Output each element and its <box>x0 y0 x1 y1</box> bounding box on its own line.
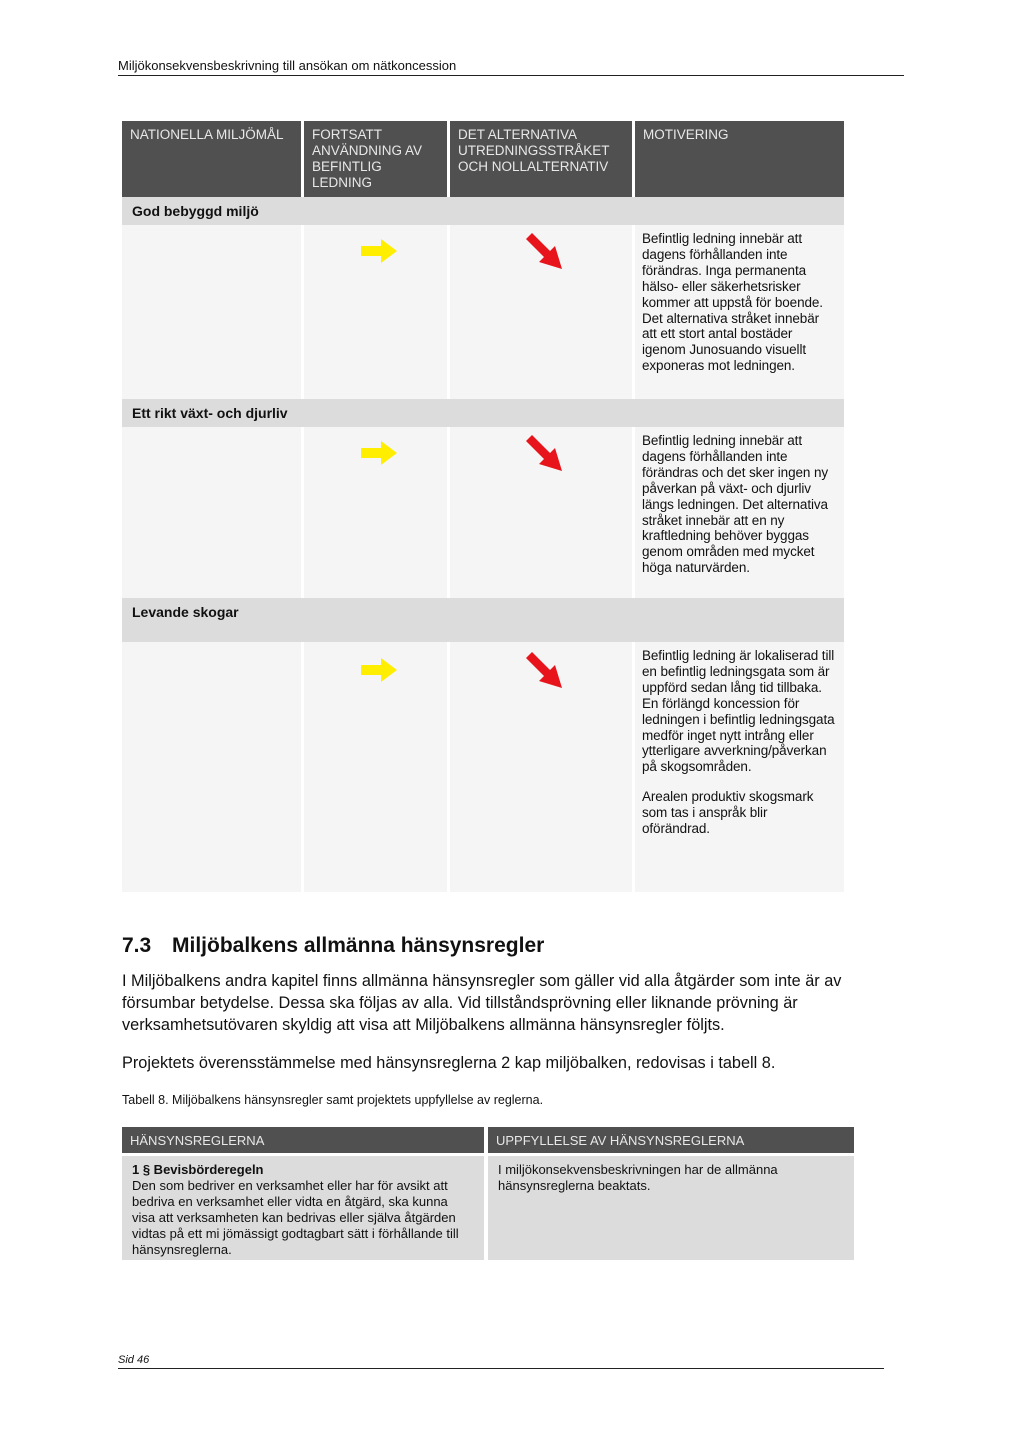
body-paragraph: Projektets överensstämmelse med hänsynsreglerna 2 kap miljöbalken, redovisas i tabell 8. <box>122 1054 776 1072</box>
table-caption: Tabell 8. Miljöbalkens hänsynsregler samt projektets uppfyllelse av reglerna. <box>122 1093 544 1107</box>
yellow-right-arrow-icon <box>359 237 399 265</box>
rule-text: Den som bedriver en verksamhet eller har för avsikt att bedriva en verksamhet eller vidta en åtgärd, ska kunna visa att verksamheten kan bedrivas eller själva åtgärden vidtas på ett mi jömässigt godtagbart sätt i förhållande till hänsynsreglerna. <box>132 1178 459 1257</box>
red-down-right-arrow-icon <box>522 229 566 273</box>
header-alternative-corridor: DET ALTERNATIVA UTREDNINGSSTRÅKET OCH NOLLALTERNATIV <box>450 121 632 197</box>
table-row <box>122 1156 854 1260</box>
header-national-goals: NATIONELLA MILJÖMÅL <box>122 121 301 197</box>
page-number: Sid 46 <box>118 1354 150 1366</box>
fulfillment-cell: I miljökonsekvensbeskrivningen har de allmänna hänsynsreglerna beaktats. <box>488 1156 854 1260</box>
motivation-cell <box>635 642 844 892</box>
motivation-text: Befintlig ledning innebär att dagens förhållanden inte förändras och det sker ingen ny påverkan på växt- och djurliv längs ledningen. Det alternativa stråket innebär att en ny kraftledning behöver byggas genom områden med mycket höga naturvärden. <box>642 433 829 576</box>
existing-cell <box>304 642 447 892</box>
consideration-rules-table <box>122 1127 854 1260</box>
header-fulfillment: UPPFYLLELSE AV HÄNSYNSREGLERNA <box>488 1127 854 1153</box>
alternative-cell <box>450 642 632 892</box>
section-number: 7.3 <box>122 934 152 957</box>
page-footer <box>118 1354 884 1369</box>
page-header <box>118 58 904 76</box>
alternative-cell <box>450 427 632 598</box>
motivation-text: Befintlig ledning är lokaliserad till en befintlig ledningsgata som är uppförd sedan lång tid tillbaka. En förlängd koncession för ledningen i befintlig ledningsgata medför inget nytt intrång eller ytterligare avverkning/påverkan på skogsområden. <box>642 648 835 775</box>
section-heading: Levande skogar <box>122 598 844 642</box>
table-row <box>122 642 844 892</box>
section-heading: God bebyggd miljö <box>122 197 844 225</box>
red-down-right-arrow-icon <box>522 431 566 475</box>
goal-cell <box>122 642 301 892</box>
table-row <box>122 225 844 399</box>
header-existing-line: FORTSATT ANVÄNDNING AV BEFINTLIG LEDNING <box>304 121 447 197</box>
document-title: Miljökonsekvensbeskrivning till ansökan om nätkoncession <box>118 58 457 73</box>
yellow-right-arrow-icon <box>359 439 399 467</box>
section-heading: Ett rikt växt- och djurliv <box>122 399 844 427</box>
motivation-text: Befintlig ledning innebär att dagens förhållanden inte förändras. Inga permanenta hälso- eller säkerhetsrisker kommer att uppstå för boende. Det alternativa stråket innebär att ett stort antal bostäder igenom Junosuando visuellt exponeras mot ledningen. <box>642 231 823 374</box>
table-header-row <box>122 1127 854 1153</box>
table-header-row <box>122 121 844 197</box>
motivation-cell <box>635 427 844 598</box>
table-row <box>122 427 844 598</box>
goal-cell <box>122 427 301 598</box>
header-rules: HÄNSYNSREGLERNA <box>122 1127 484 1153</box>
motivation-text: Arealen produktiv skogsmark som tas i anspråk blir oförändrad. <box>642 789 814 837</box>
rule-cell <box>122 1156 484 1260</box>
rule-title: 1 § Bevisbörderegeln <box>132 1162 264 1177</box>
existing-cell <box>304 427 447 598</box>
existing-cell <box>304 225 447 399</box>
section-title-text: Miljöbalkens allmänna hänsynsregler <box>172 934 545 957</box>
yellow-right-arrow-icon <box>359 656 399 684</box>
motivation-cell <box>635 225 844 399</box>
section-title <box>122 934 544 958</box>
alternative-cell <box>450 225 632 399</box>
goal-cell <box>122 225 301 399</box>
header-motivation: MOTIVERING <box>635 121 844 197</box>
red-down-right-arrow-icon <box>522 648 566 692</box>
body-paragraph: I Miljöbalkens andra kapitel finns allmänna hänsynsregler som gäller vid alla åtgärder som inte är av försumbar betydelse. Dessa ska följas av alla. Vid tillståndsprövning eller liknande prövning är verksamhetsutövaren skyldig att visa att Miljöbalkens allmänna hänsynsregler följts. <box>122 972 842 1034</box>
environmental-goals-table <box>122 121 844 892</box>
